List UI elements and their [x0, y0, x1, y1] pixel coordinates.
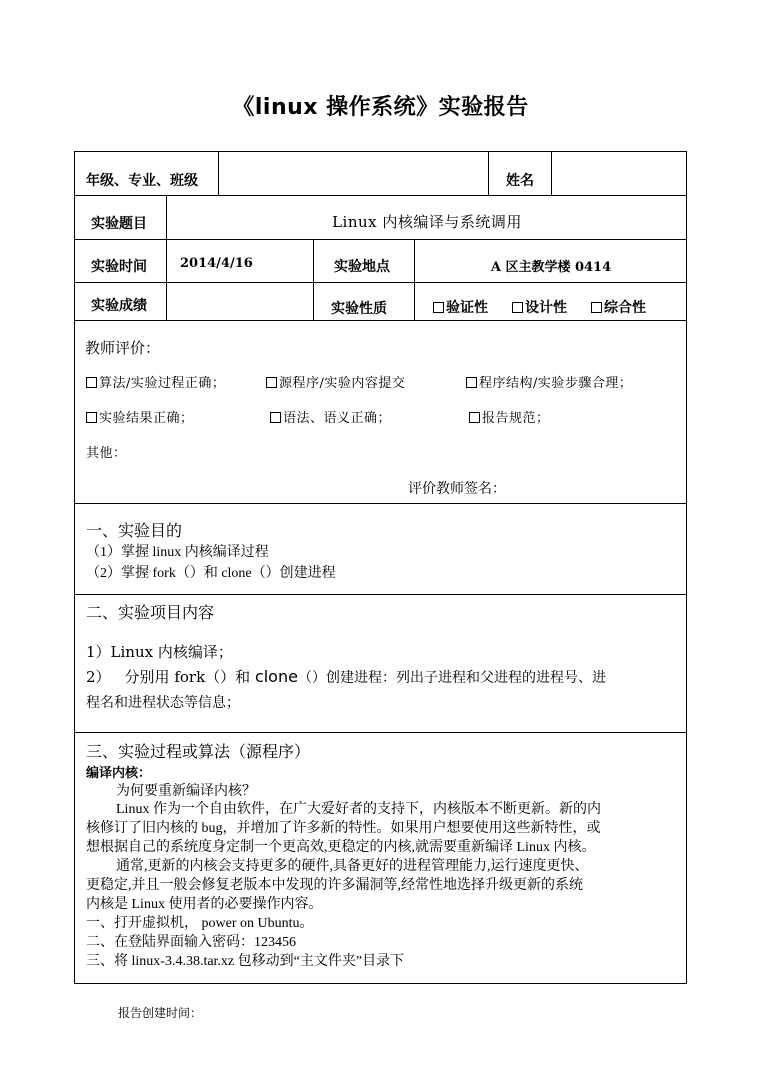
section3-subheading: 编译内核： — [86, 766, 152, 781]
checkbox-icon — [86, 377, 97, 388]
eval-check-label: 实验结果正确； — [99, 411, 194, 426]
section3-line: 三、将 linux-3.4.38.tar.xz 包移动到“主文件夹”目录下 — [86, 954, 405, 969]
col-divider — [414, 239, 415, 320]
checkbox-icon — [466, 377, 477, 388]
row-divider — [74, 503, 687, 504]
section1-heading: 一、实验目的 — [86, 521, 183, 540]
section1-item: （2）掌握 fork（）和 clone（）创建进程 — [86, 566, 336, 581]
section2-item2-clone: clone — [254, 667, 298, 686]
section3-line: Linux 作为一个自由软件，在广大爱好者的支持下，内核版本不断更新。新的内 — [116, 802, 601, 817]
score-label: 实验成绩 — [91, 298, 147, 314]
section2-item2-rest: （）创建进程：列出子进程和父进程的进程号、进 — [297, 670, 606, 686]
eval-check-label: 算法/实验过程正确； — [99, 376, 226, 391]
row-divider — [74, 594, 687, 595]
section2-heading: 二、实验项目内容 — [86, 603, 215, 622]
col-divider — [488, 151, 489, 195]
section3-line: 想根据自己的系统度身定制一个更高效,更稳定的内核,就需要重新编译 Linux 内核。 — [86, 840, 596, 855]
section3-line: 核修订了旧内核的 bug，并增加了许多新的特性。如果用户想要使用这些新特性，或 — [86, 821, 601, 836]
topic-value: Linux 内核编译与系统调用 — [332, 213, 522, 231]
col-divider — [551, 151, 552, 195]
eval-check-structure[interactable] — [466, 372, 632, 391]
grade-label: 年级、专业、班级 — [86, 173, 198, 189]
checkbox-icon — [433, 302, 444, 313]
eval-check-label: 报告规范； — [482, 411, 550, 426]
checkbox-icon — [591, 302, 602, 313]
section3-heading: 三、实验过程或算法（源程序） — [86, 742, 311, 761]
section3-line: 二、在登陆界面输入密码：123456 — [86, 935, 296, 950]
eval-check-source[interactable] — [266, 372, 405, 391]
row-divider — [74, 732, 687, 733]
name-label: 姓名 — [506, 173, 534, 189]
section2-item2-num: 2） — [86, 668, 111, 686]
section1-item: （1）掌握 linux 内核编译过程 — [86, 545, 269, 560]
section3-line: 内核是 Linux 使用者的必要操作内容。 — [86, 897, 323, 912]
section3-line: 一、打开虚拟机， power on Ubuntu。 — [86, 916, 314, 931]
nature-option-label: 设计性 — [525, 300, 567, 316]
place-value: A 区主教学楼 0414 — [490, 260, 612, 275]
report-title: 《linux 操作系统》实验报告 — [232, 95, 529, 120]
col-divider — [313, 239, 314, 320]
checkbox-icon — [512, 302, 523, 313]
section2-item2-text: 分别用 fork（）和 — [124, 668, 255, 686]
eval-check-label: 语法、语义正确； — [283, 411, 392, 426]
evaluation-heading: 教师评价： — [85, 339, 161, 357]
section2-item2-line2: 程名和进程状态等信息； — [86, 695, 240, 711]
nature-option-verify[interactable] — [433, 297, 488, 317]
nature-option-design[interactable] — [512, 297, 567, 317]
eval-check-syntax[interactable] — [270, 407, 391, 426]
checkbox-icon — [266, 377, 277, 388]
nature-option-label: 综合性 — [604, 300, 646, 316]
eval-other-label: 其他： — [86, 446, 127, 461]
section3-line: 通常,更新的内核会支持更多的硬件,具备更好的进程管理能力,运行速度更快、 — [116, 859, 589, 874]
eval-check-result[interactable] — [86, 407, 194, 426]
eval-check-label: 源程序/实验内容提交 — [279, 376, 406, 391]
footer-created-time: 报告创建时间： — [118, 1006, 203, 1020]
nature-option-comprehensive[interactable] — [591, 297, 646, 317]
checkbox-icon — [469, 412, 480, 423]
section2-item2 — [86, 666, 606, 687]
section3-line: 为何要重新编译内核？ — [116, 784, 256, 799]
place-label: 实验地点 — [334, 259, 390, 275]
eval-check-label: 程序结构/实验步骤合理； — [479, 376, 633, 391]
checkbox-icon — [270, 412, 281, 423]
col-divider — [218, 151, 219, 195]
checkbox-icon — [86, 412, 97, 423]
row-divider — [74, 320, 687, 321]
section2-item1: 1）Linux 内核编译； — [86, 643, 233, 661]
topic-label: 实验题目 — [91, 216, 147, 232]
eval-check-format[interactable] — [469, 407, 550, 426]
eval-signature-label: 评价教师签名： — [408, 481, 506, 497]
time-label: 实验时间 — [91, 259, 147, 275]
time-value: 2014/4/16 — [180, 256, 253, 271]
eval-check-algorithm[interactable] — [86, 372, 225, 391]
nature-option-label: 验证性 — [446, 300, 488, 316]
nature-label: 实验性质 — [331, 301, 387, 317]
section3-line: 更稳定,并且一般会修复老版本中发现的许多漏洞等,经常性地选择升级更新的系统 — [86, 878, 583, 893]
